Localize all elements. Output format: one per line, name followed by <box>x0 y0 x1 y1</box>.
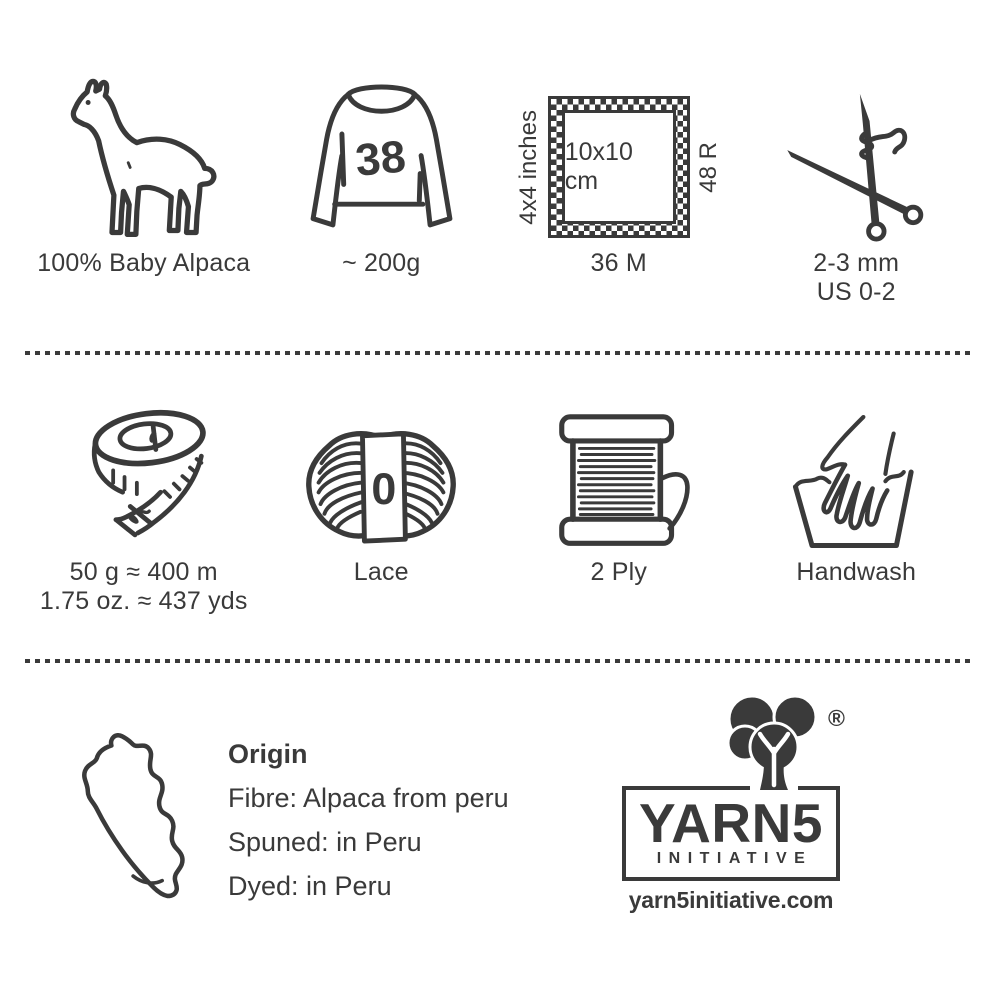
peru-map-icon <box>66 711 193 906</box>
yardage-iconbox <box>77 401 210 551</box>
brand-name: YARN5 <box>639 792 823 854</box>
care-iconbox <box>787 401 926 551</box>
spec-row-1 <box>0 60 1000 307</box>
fiber-caption: 100% Baby Alpaca <box>37 249 251 277</box>
brand-website: yarn5initiative.com <box>628 887 834 913</box>
care-spec <box>738 401 976 616</box>
garment-size-number: 38 <box>353 130 408 186</box>
knitting-needles-icon <box>783 92 929 242</box>
weight-class-spec <box>263 401 501 616</box>
origin-dyed-line: Dyed: in Peru <box>228 871 392 901</box>
gauge-bottom-label: 36 M <box>590 249 647 277</box>
brand-logo-box <box>622 786 840 881</box>
sweater-icon <box>305 80 458 242</box>
dotted-divider-1 <box>25 351 975 355</box>
needles-caption-line2: US 0-2 <box>816 278 896 306</box>
ply-caption: 2 Ply <box>590 558 648 586</box>
measuring-tape-icon <box>77 404 210 551</box>
yarn-skein-icon <box>298 428 464 545</box>
weight-class-caption: Lace <box>353 558 409 586</box>
garment-iconbox <box>305 60 458 242</box>
gauge-iconbox <box>510 60 728 242</box>
skein-band-number: 0 <box>371 463 397 515</box>
gauge-swatch-icon <box>510 96 728 238</box>
origin-fibre-line: Fibre: Alpaca from peru <box>228 783 509 813</box>
needles-caption-line1: 2-3 mm <box>813 249 900 277</box>
ply-iconbox <box>545 401 692 551</box>
yardage-caption-line1: 50 g ≈ 400 m <box>69 558 218 586</box>
yardage-caption-line2: 1.75 oz. ≈ 437 yds <box>39 587 248 615</box>
registered-trademark: ® <box>828 705 845 731</box>
garment-caption: ~ 200g <box>342 249 421 277</box>
brand-logo <box>622 693 848 914</box>
garment-spec <box>263 60 501 307</box>
origin-title: Origin <box>228 739 308 769</box>
gauge-right-label: 48 R <box>694 141 722 193</box>
cotton-balloons-icon <box>716 693 832 791</box>
gauge-left-label: 4x4 inches <box>514 109 542 225</box>
gauge-square <box>548 96 690 238</box>
spec-row-2 <box>0 401 1000 616</box>
care-caption: Handwash <box>796 558 917 586</box>
alpaca-icon <box>46 70 242 242</box>
origin-row <box>0 663 1000 993</box>
needles-iconbox <box>783 60 929 242</box>
fiber-iconbox <box>46 60 242 242</box>
brand-subtitle: INITIATIVE <box>656 850 813 867</box>
fiber-spec <box>25 60 263 307</box>
handwash-icon <box>787 406 926 551</box>
thread-spool-icon <box>545 411 692 551</box>
ply-spec <box>500 401 738 616</box>
origin-text-block <box>228 739 509 902</box>
gauge-spec <box>500 60 738 307</box>
gauge-checker-border <box>551 99 687 235</box>
yardage-spec <box>25 401 263 616</box>
gauge-center-label: 10x10 cm <box>564 138 633 195</box>
needles-spec <box>738 60 976 307</box>
origin-spun-line: Spuned: in Peru <box>228 827 422 857</box>
weight-class-iconbox <box>298 401 464 551</box>
